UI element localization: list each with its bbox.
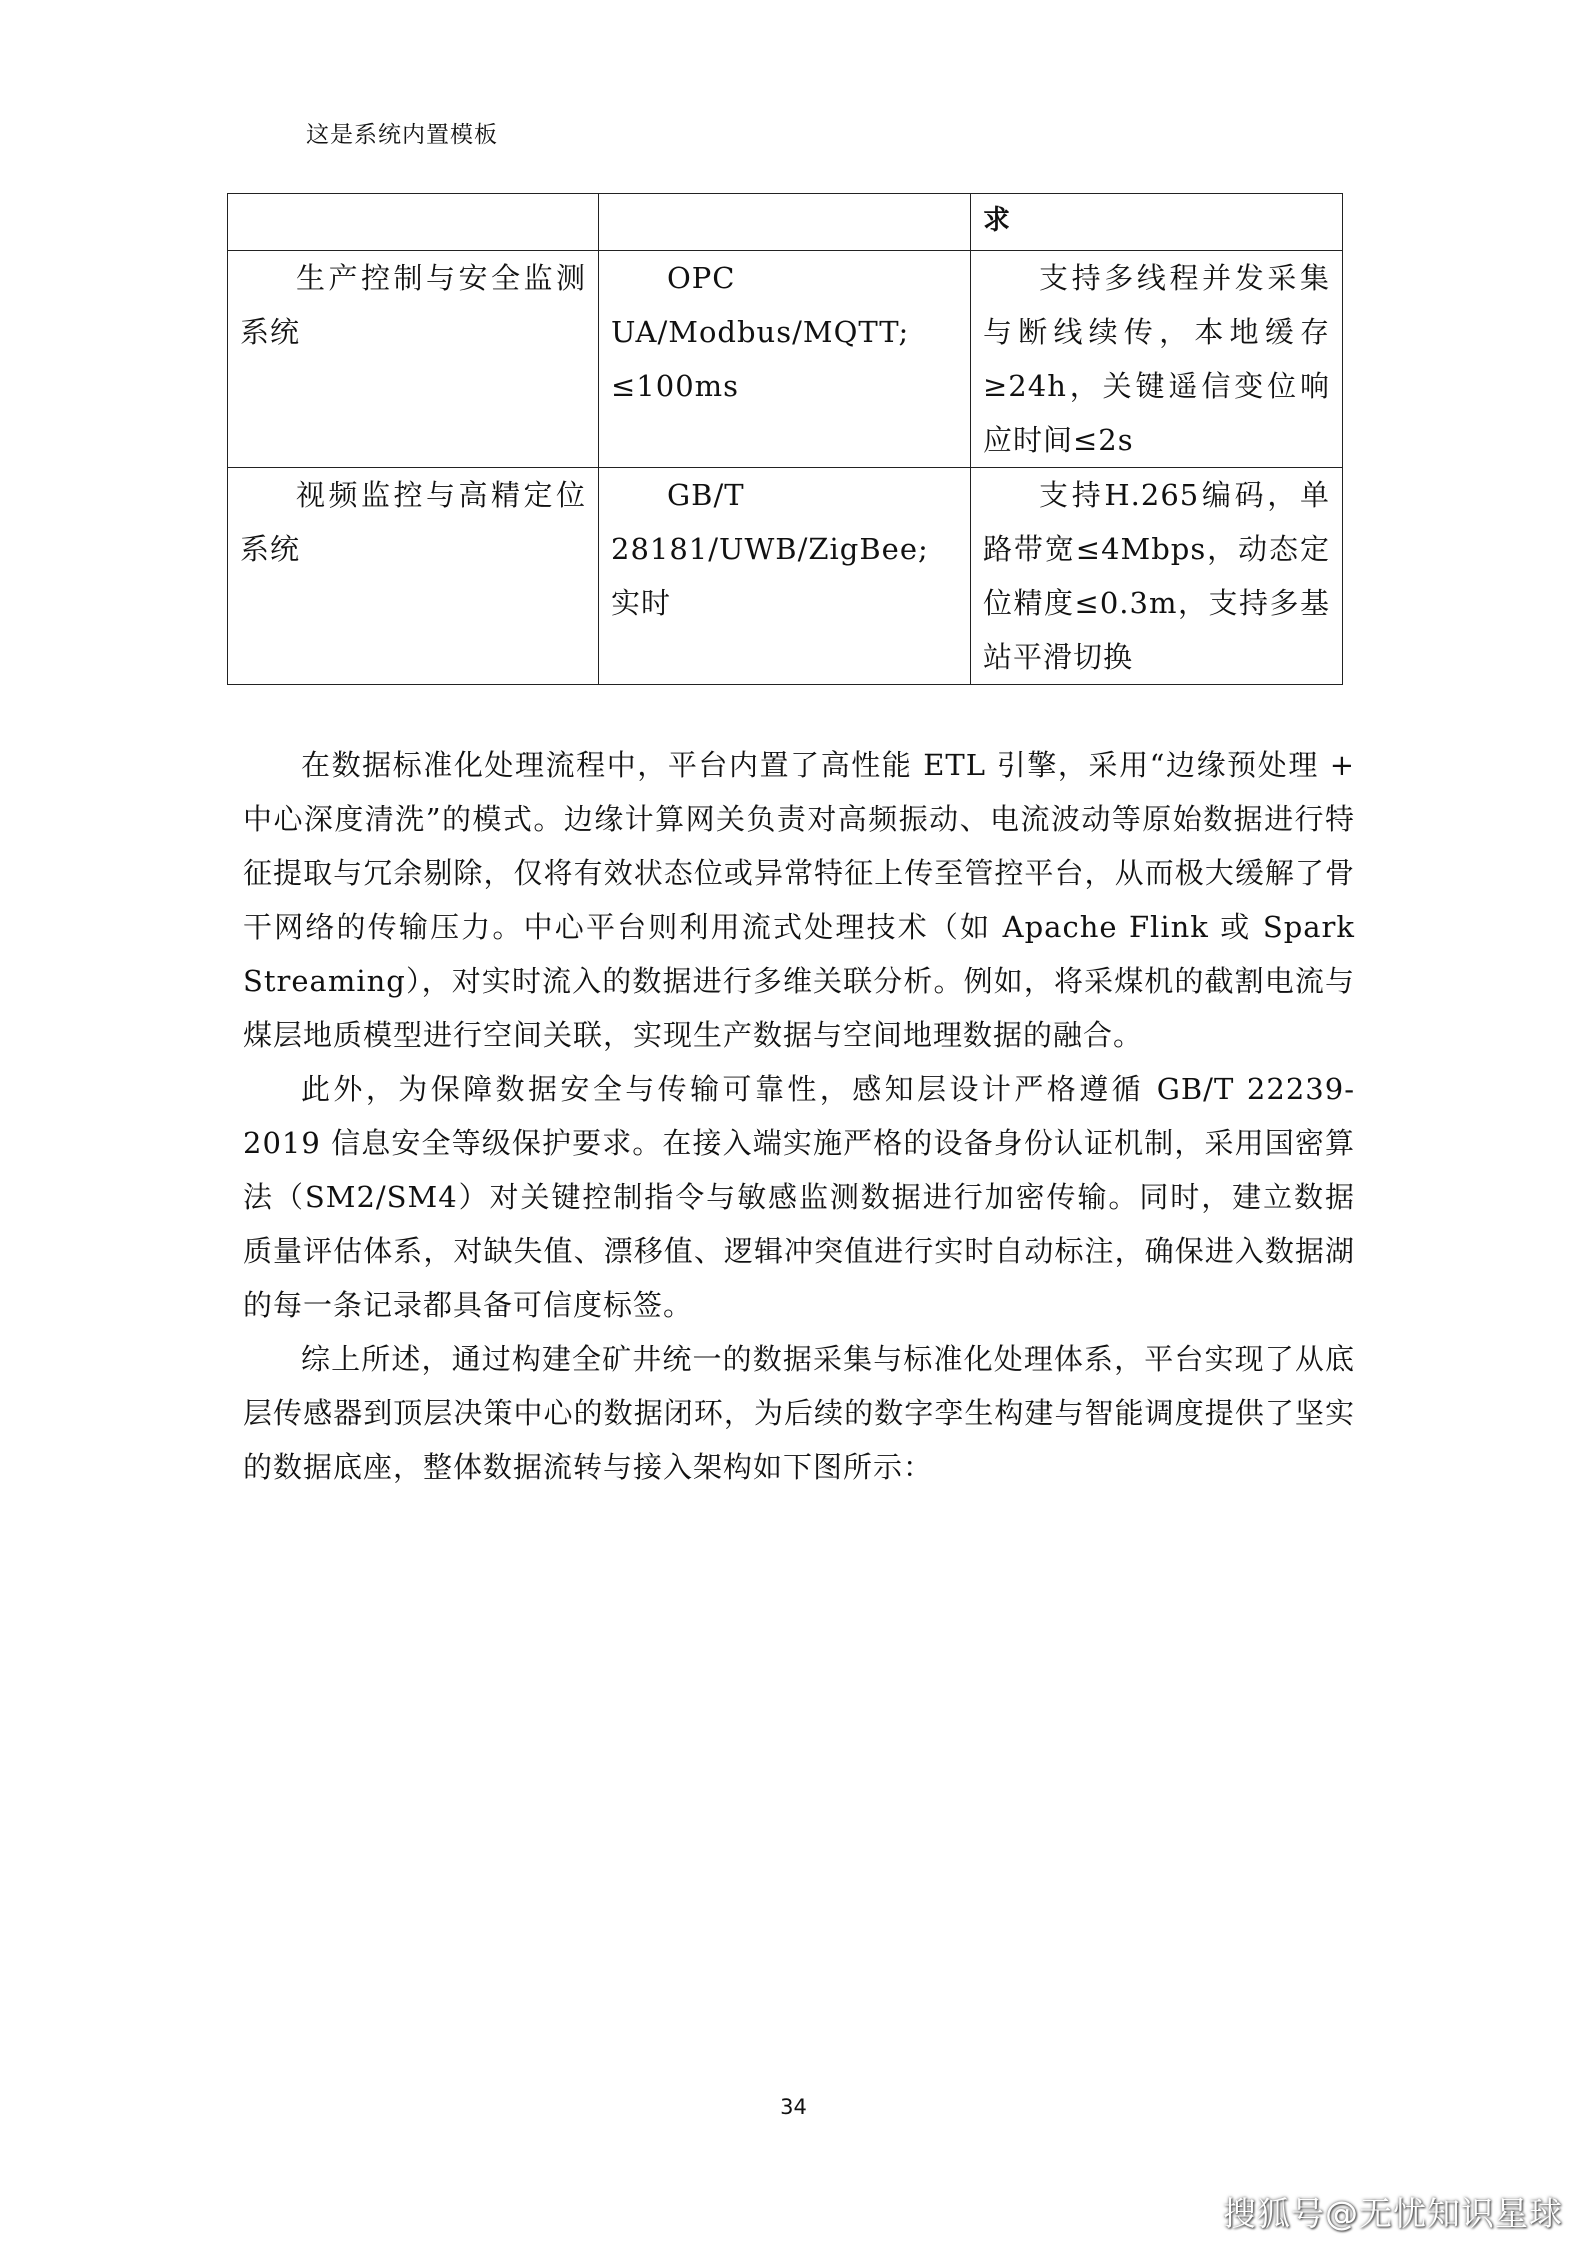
protocol-cell: OPC UA/Modbus/MQTT; ≤100ms: [599, 251, 971, 468]
table-cell: [599, 194, 971, 251]
paragraph: 综上所述，通过构建全矿井统一的数据采集与标准化处理体系，平台实现了从底层传感器到顶层决策中心的数据闭环，为后续的数字孪生构建与智能调度提供了坚实的数据底座，整体数据流转与接入架构如下图所示：: [243, 1342, 1355, 1484]
requirement-cell: 支持多线程并发采集与断线续传，本地缓存≥24h，关键遥信变位响应时间≤2s: [971, 251, 1343, 468]
table-cell: [228, 194, 599, 251]
page-number: 34: [780, 2095, 807, 2119]
paragraph: 此外，为保障数据安全与传输可靠性，感知层设计严格遵循 GB/T 22239-2019 信息安全等级保护要求。在接入端实施严格的设备身份认证机制，采用国密算法（SM2/SM4）对关键控制指令与敏感监测数据进行加密传输。同时，建立数据质量评估体系，对缺失值、漂移值、逻辑冲突值进行实时自动标注，确保进入数据湖的每一条记录都具备可信度标签。: [243, 1072, 1355, 1322]
table-header-row: [228, 194, 1343, 251]
table-row: [228, 251, 1343, 468]
table-row: [228, 468, 1343, 685]
watermark: 搜狐号@无忧知识星球: [1223, 2194, 1563, 2233]
paragraph: 在数据标准化处理流程中，平台内置了高性能 ETL 引擎，采用“边缘预处理 + 中心深度清洗”的模式。边缘计算网关负责对高频振动、电流波动等原始数据进行特征提取与冗余剔除，仅将有效状态位或异常特征上传至管控平台，从而极大缓解了骨干网络的传输压力。中心平台则利用流式处理技术（如 Apache Flink 或 Spark Streaming），对实时流入的数据进行多维关联分析。例如，将采煤机的截割电流与煤层地质模型进行空间关联，实现生产数据与空间地理数据的融合。: [243, 748, 1355, 1052]
spec-table: [227, 193, 1343, 685]
body-text: [243, 738, 1355, 1494]
system-cell: 生产控制与安全监测系统: [228, 251, 599, 468]
system-cell: 视频监控与高精定位系统: [228, 468, 599, 685]
protocol-cell: GB/T 28181/UWB/ZigBee; 实时: [599, 468, 971, 685]
table-cell: 求: [971, 194, 1343, 251]
requirement-cell: 支持H.265编码，单路带宽≤4Mbps，动态定位精度≤0.3m，支持多基站平滑切换: [971, 468, 1343, 685]
header-note: 这是系统内置模板: [306, 122, 498, 148]
